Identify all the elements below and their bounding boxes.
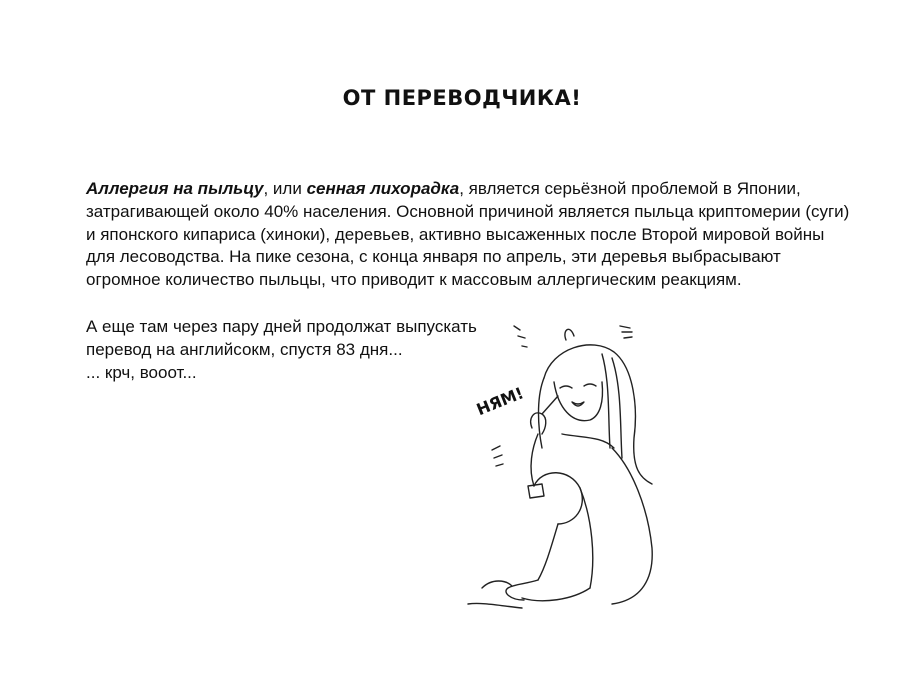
term-hay-fever: сенная лихорадка [306,179,460,198]
page-title: ОТ ПЕРЕВОДЧИКА! [342,86,582,110]
term-pollen-allergy: Аллергия на пыльцу [86,179,264,198]
connector-text: , или [263,179,307,198]
translator-note [86,316,506,384]
illustration-caption: НЯМ! [473,383,527,420]
pollen-allergy-paragraph [86,178,856,292]
note-line-2: перевод на английсокм, спустя 83 дня... [86,339,403,359]
note-line-1: А еще там через пару дней продолжат выпускать [86,317,477,336]
manga-girl-eating-icon [462,318,672,618]
paragraph-body: , является серьёзной проблемой в Японии, затрагивающей около 40% населения. Основной причиной является пыльца криптомерии (суги) и японского кипариса (хиноки), деревьев, активно высаженных после Второй мировой войны для лесоводства. На пике сезона, с конца января по апрель, эти деревья выбрасывают огромное количество пыльцы, что приводит к массовым аллергическим реакциям. [86,179,850,290]
note-line-3: ... крч, вооот... [86,362,197,382]
